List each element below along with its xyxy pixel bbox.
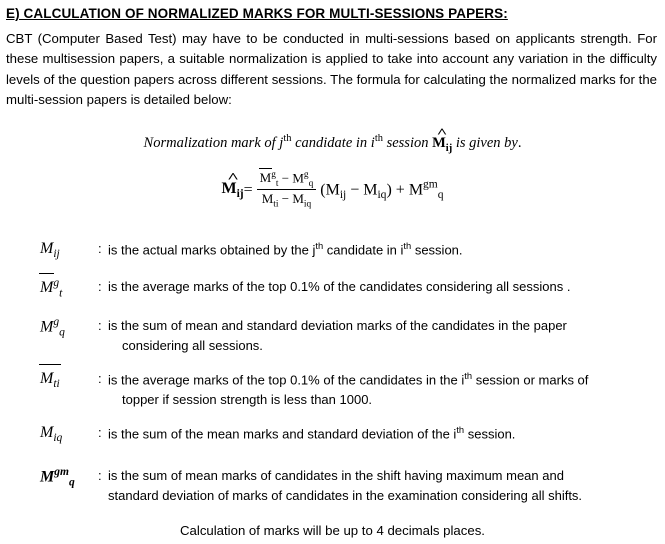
document-page [0, 6, 665, 544]
def5-text-a: is the sum of mean marks of candidates in the shift having maximum mean and [108, 468, 564, 484]
definition-symbol-mij [40, 236, 98, 263]
definition-colon-2: : [98, 318, 102, 334]
def0-text-a: is the actual marks obtained by the j [108, 242, 316, 258]
definition-symbol-mqgm [40, 463, 98, 491]
def0-sub: ij [53, 248, 60, 261]
intro-text: CBT (Computer Based Test) may have to be conducted in multi-sessions based on applicants strength. For these multisession papers, a suitable normalization is applied to take into account any variation in the difficulty levels of the question papers across different sessions. The formula for calculating the normalized marks for the multi-session papers is detailed below: [6, 31, 657, 108]
def4-text-sup: th [456, 425, 465, 436]
definition-colon-5: : [98, 468, 102, 484]
statement-mid1: candidate in i [291, 134, 375, 151]
normalization-statement: Normalization mark of $j^{th}$ candidate in $i^{th}$ session ^ $M_{ij}$ is given by. [0, 133, 665, 154]
statement-symbol-mhat [432, 135, 452, 154]
formula-paren-close: ) [386, 180, 392, 198]
definition-text-5 [108, 463, 665, 505]
def4-base: M [40, 424, 54, 442]
numerator-m1: M [259, 169, 272, 185]
formula-lhs [221, 180, 243, 200]
denominator-minus: − [281, 191, 290, 207]
denominator-m1: M [261, 191, 274, 207]
def4-sub: iq [53, 432, 63, 445]
formula-denominator [257, 190, 317, 210]
definition-text-1: is the average marks of the top 0.1% of the candidates considering all sessions . [108, 278, 571, 294]
def3-text-b: session or marks of [472, 372, 589, 388]
def0-text-b: candidate in i [323, 242, 404, 258]
def3-text-sup: th [464, 371, 473, 382]
numerator-m2-sup: g [303, 169, 309, 180]
definition-text-4 [108, 420, 665, 444]
footer-note: Calculation of marks will be up to 4 decimals places. [180, 523, 485, 539]
def3-base: M [40, 370, 54, 388]
formula-plus: + [395, 180, 405, 198]
formula-lhs-sub: ij [236, 187, 244, 200]
formula-numerator [257, 170, 317, 191]
formula-last-m: M [408, 180, 424, 198]
definition-row-mqg [40, 313, 665, 355]
statement-symbol-m: M [432, 134, 446, 151]
formula-fraction [257, 170, 317, 211]
def2-base: M [40, 318, 54, 336]
definition-row-mij [40, 236, 665, 263]
intro-paragraph [6, 29, 657, 111]
numerator-m2: M [292, 169, 304, 185]
paren-m2-sub: iq [377, 188, 387, 201]
def2-text-a: is the sum of mean and standard deviation marks of the candidates in the paper [108, 318, 567, 334]
page-title: E) CALCULATION OF NORMALIZED MARKS FOR MULTI-SESSIONS PAPERS: [6, 6, 508, 21]
definition-symbol-mtg [40, 274, 98, 302]
statement-sup-i: th [374, 132, 383, 144]
def3-sub: ti [53, 378, 60, 391]
def0-text-c: session. [411, 242, 463, 258]
def0-text-sup1: th [315, 241, 324, 252]
def4-text-b: session. [464, 426, 516, 442]
definition-row-mqgm [40, 463, 665, 505]
definition-row-miq [40, 420, 665, 447]
def0-text-sup2: th [403, 241, 412, 252]
def5-text-b: standard deviation of marks of candidates in the examination considering all shifts. [108, 487, 583, 503]
denominator-m1-sub: ti [273, 200, 279, 211]
definition-text-2 [108, 313, 665, 355]
def2-sup: g [53, 316, 60, 329]
normalization-formula [0, 170, 665, 211]
denominator-m2-sub: iq [303, 200, 312, 211]
formula-last-sup: gm [423, 178, 438, 191]
definition-text-0 [108, 236, 665, 260]
def3-text-a: is the average marks of the top 0.1% of the candidates in the i [108, 372, 465, 388]
def0-base: M [40, 240, 54, 258]
numerator-m2-sub: q [308, 178, 314, 189]
statement-symbol-sub: ij [445, 142, 453, 154]
def1-sup: g [53, 276, 60, 289]
definition-row-mtg [40, 274, 665, 302]
def1-base: M [40, 279, 54, 297]
def1-sub: t [59, 287, 63, 300]
formula-paren-open: ( [320, 180, 326, 198]
definition-row-mti [40, 366, 665, 409]
denominator-m2: M [292, 191, 304, 207]
definition-symbol-mti [40, 366, 98, 393]
definition-colon-1: : [98, 278, 102, 294]
definition-colon-4: : [98, 425, 102, 441]
statement-prefix: Normalization mark of j [143, 134, 284, 151]
def4-text-a: is the sum of the mean marks and standard deviation of the i [108, 426, 457, 442]
def5-base: M [40, 468, 55, 486]
def3-text-c: topper if session strength is less than 1000. [122, 391, 373, 407]
statement-suffix: is given by [452, 134, 518, 151]
paren-m2: M [363, 180, 378, 198]
definition-symbol-mqg [40, 313, 98, 341]
numerator-m1-sub: t [275, 178, 279, 189]
definition-symbol-miq [40, 420, 98, 447]
numerator-m1-sup: g [271, 169, 276, 180]
formula-equals: = [243, 180, 253, 198]
statement-mid2: session [382, 134, 433, 151]
definition-text-3 [108, 366, 665, 409]
formula-last-sub: q [437, 188, 444, 201]
def2-text-b: considering all sessions. [122, 337, 263, 353]
formula-lhs-m: M [221, 179, 237, 197]
def5-sup: gm [54, 466, 69, 479]
def5-sub: q [68, 476, 75, 489]
numerator-minus: − [281, 169, 290, 185]
symbol-definitions [40, 236, 665, 505]
statement-sup-j: th [283, 132, 292, 144]
def2-sub: q [59, 326, 65, 339]
paren-m1: M [325, 180, 340, 198]
paren-m1-sub: ij [339, 188, 347, 201]
definition-colon-0: : [98, 241, 102, 257]
definition-colon-3: : [98, 371, 102, 387]
paren-minus: − [350, 180, 360, 198]
